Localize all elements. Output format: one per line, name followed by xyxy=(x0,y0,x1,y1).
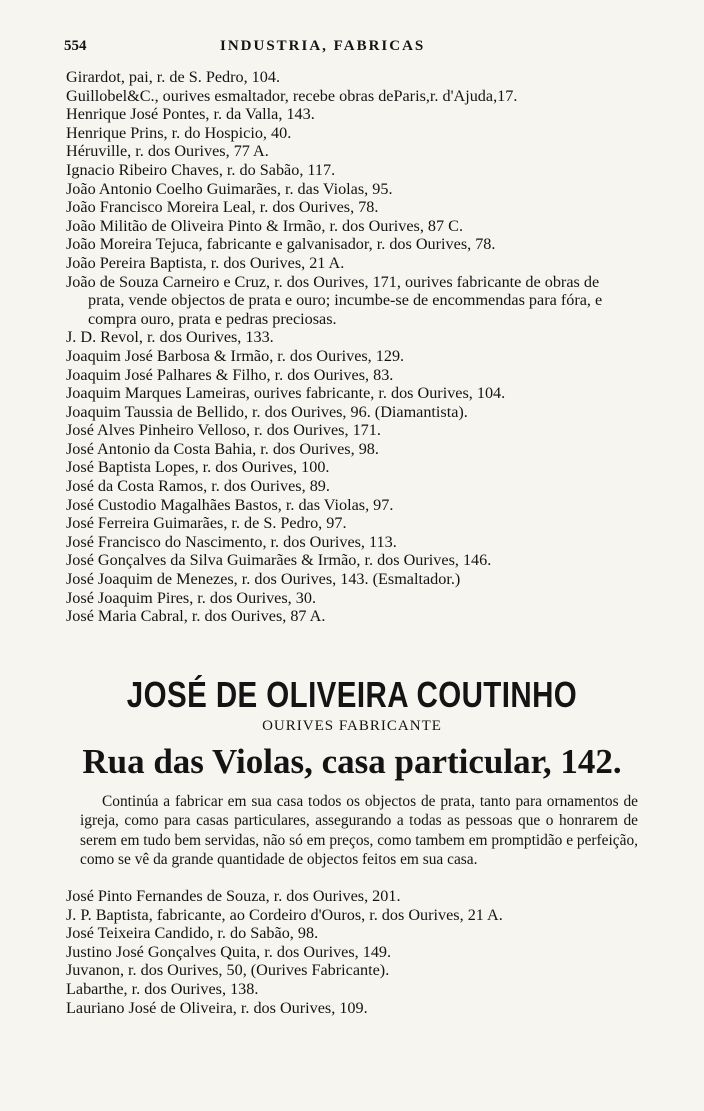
directory-entry: João Francisco Moreira Leal, r. dos Ourives, 78. xyxy=(66,198,379,217)
directory-entry: José Pinto Fernandes de Souza, r. dos Ourives, 201. xyxy=(66,887,401,905)
directory-entry: João Militão de Oliveira Pinto & Irmão, r. dos Ourives, 87 C. xyxy=(66,216,463,235)
advertisement-body: Continúa a fabricar em sua casa todos os objectos de prata, tanto para ornamentos de igreja, como para casas particulares, assegurando a todas as pessoas que o honrarem de serem em tudo bem servidas, não só em preços, como tambem em promptidão e perfeição, como se vê da grande quantidade de objectos feitos em sua casa. xyxy=(80,793,638,869)
directory-entry: José Maria Cabral, r. dos Ourives, 87 A. xyxy=(66,607,326,626)
directory-entry: Henrique Prins, r. do Hospicio, 40. xyxy=(66,123,292,142)
directory-entry: José Francisco do Nascimento, r. dos Ourives, 113. xyxy=(66,532,397,551)
page-number: 554 xyxy=(64,38,87,54)
directory-entry: José Baptista Lopes, r. dos Ourives, 100. xyxy=(66,458,330,477)
directory-entry: José Antonio da Costa Bahia, r. dos Ourives, 98. xyxy=(66,439,379,458)
directory-entry: José Ferreira Guimarães, r. de S. Pedro, 97. xyxy=(66,514,347,533)
directory-entry: Henrique José Pontes, r. da Valla, 143. xyxy=(66,105,315,124)
advertisement-address: Rua das Violas, casa particular, 142. xyxy=(82,742,622,781)
directory-entry: José Alves Pinheiro Velloso, r. dos Ourives, 171. xyxy=(66,421,381,440)
advertisement-trade: OURIVES FABRICANTE xyxy=(262,718,442,734)
directory-entry: Joaquim Marques Lameiras, ourives fabricante, r. dos Ourives, 104. xyxy=(66,384,506,403)
directory-entry: João de Souza Carneiro e Cruz, r. dos Ourives, 171, ourives fabricante de obras de prata, vende objectos de prata e ouro; incumbe-se de encommendas para fóra, e compra ouro, prata e pedras preciosas. xyxy=(66,272,603,328)
section-title: INDUSTRIA, FABRICAS xyxy=(220,38,426,54)
directory-entry: José Joaquim de Menezes, r. dos Ourives, 143. (Esmaltador.) xyxy=(66,570,461,589)
directory-entry: Joaquim José Palhares & Filho, r. dos Ourives, 83. xyxy=(66,365,394,384)
advertisement-name: JOSÉ DE OLIVEIRA COUTINHO xyxy=(126,674,578,715)
directory-entries-before xyxy=(66,68,636,626)
directory-entry: José Joaquim Pires, r. dos Ourives, 30. xyxy=(66,588,316,607)
directory-entry: Labarthe, r. dos Ourives, 138. xyxy=(66,979,259,998)
directory-entry: J. D. Revol, r. dos Ourives, 133. xyxy=(66,328,274,347)
directory-entry: J. P. Baptista, fabricante, ao Cordeiro d'Ouros, r. dos Ourives, 21 A. xyxy=(66,905,503,924)
directory-entry: Guillobel&C., ourives esmaltador, recebe obras deParis,r. d'Ajuda,17. xyxy=(66,86,518,105)
directory-entry: José da Costa Ramos, r. dos Ourives, 89. xyxy=(66,477,330,496)
directory-entries-after xyxy=(66,887,636,1017)
directory-entry: José Gonçalves da Silva Guimarães & Irmão, r. dos Ourives, 146. xyxy=(66,551,492,570)
directory-entry: Joaquim Taussia de Bellido, r. dos Ourives, 96. (Diamantista). xyxy=(66,402,468,421)
directory-entry: Ignacio Ribeiro Chaves, r. do Sabão, 117. xyxy=(66,160,336,179)
directory-entry: João Antonio Coelho Guimarães, r. das Violas, 95. xyxy=(66,179,393,198)
directory-entry: Héruville, r. dos Ourives, 77 A. xyxy=(66,142,269,161)
directory-entry: Joaquim José Barbosa & Irmão, r. dos Ourives, 129. xyxy=(66,346,405,365)
directory-entry: Lauriano José de Oliveira, r. dos Ourives, 109. xyxy=(66,998,368,1017)
directory-entry: José Teixeira Candido, r. do Sabão, 98. xyxy=(66,924,319,943)
directory-entry: Juvanon, r. dos Ourives, 50, (Ourives Fabricante). xyxy=(66,961,390,980)
directory-entry: Girardot, pai, r. de S. Pedro, 104. xyxy=(66,68,281,86)
directory-entry: José Custodio Magalhães Bastos, r. das Violas, 97. xyxy=(66,495,394,514)
directory-entry: Justino José Gonçalves Quita, r. dos Ourives, 149. xyxy=(66,942,392,961)
running-head xyxy=(60,38,620,60)
directory-entry: João Pereira Baptista, r. dos Ourives, 21 A. xyxy=(66,253,345,272)
directory-entry: João Moreira Tejuca, fabricante e galvanisador, r. dos Ourives, 78. xyxy=(66,235,496,254)
